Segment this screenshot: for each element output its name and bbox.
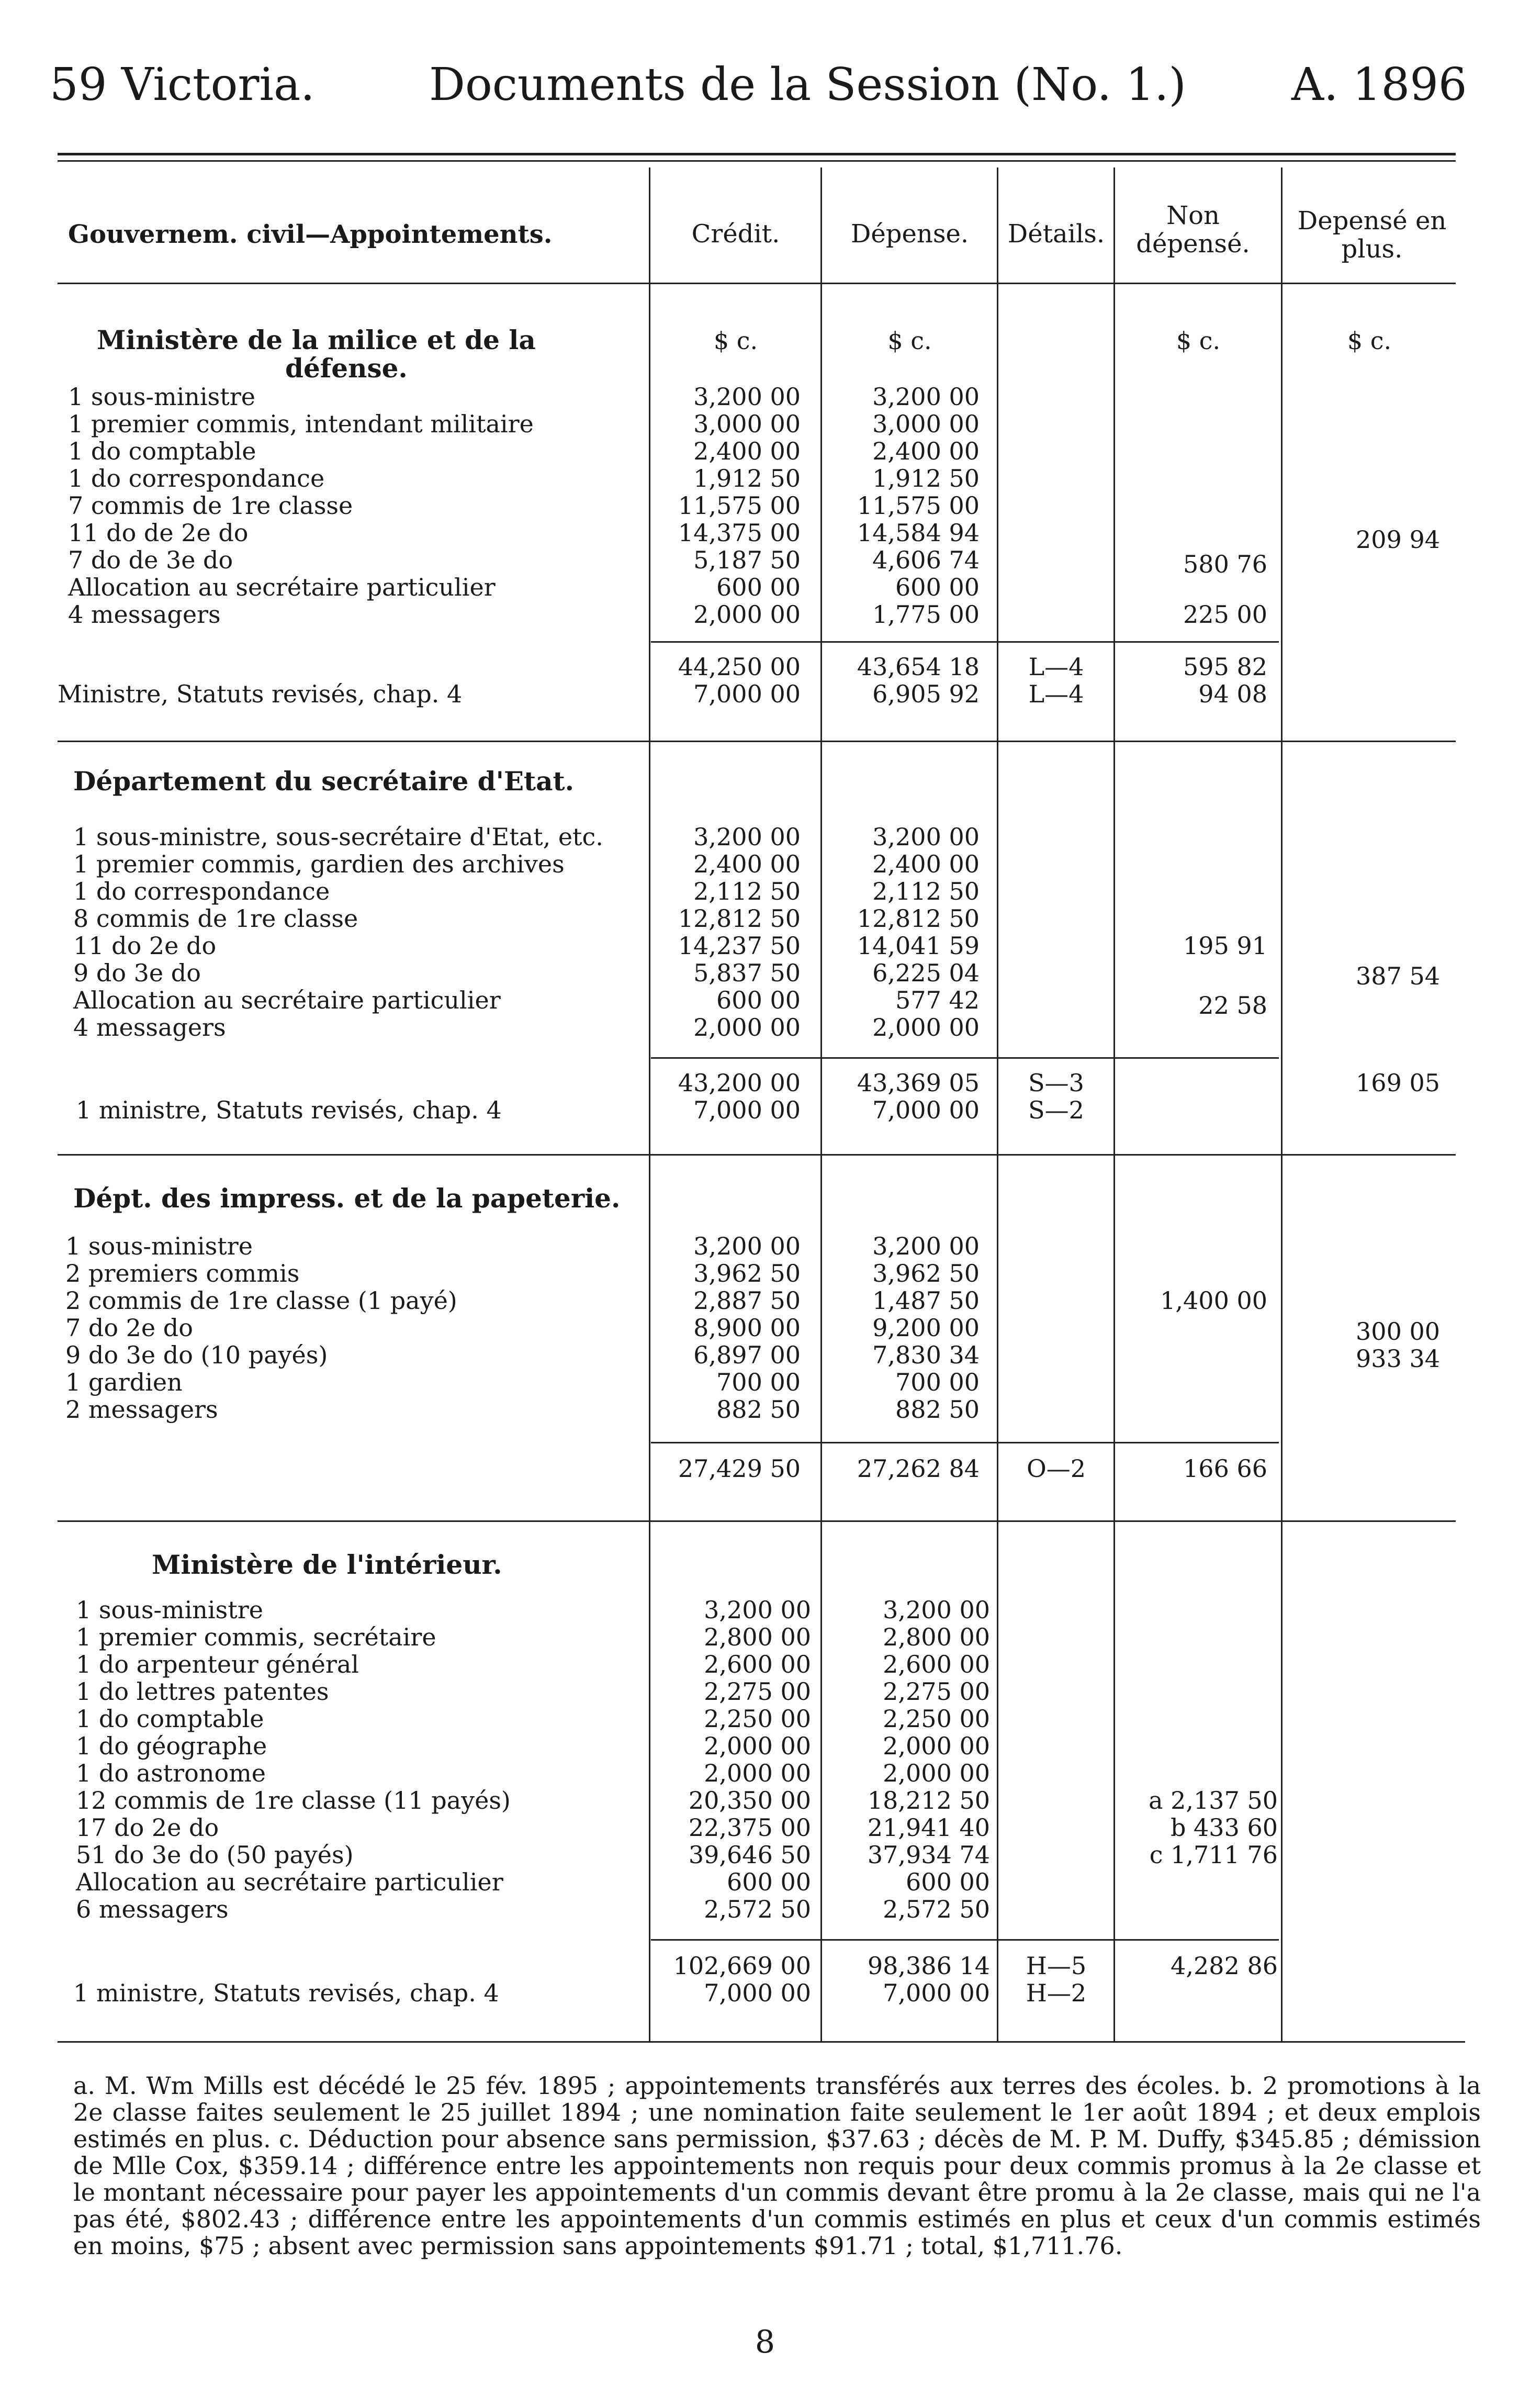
cell-credit: 600 00 <box>716 986 801 1014</box>
cell-depense: 2,275 00 <box>883 1677 990 1706</box>
row-label: 1 premier commis, secrétaire <box>76 1623 436 1651</box>
cell-depense-en-plus: 300 00 <box>1356 1317 1440 1346</box>
header-left: 59 Victoria. <box>50 59 315 111</box>
header-rule-bottom <box>58 160 1456 162</box>
minister-details: L—4 <box>1028 680 1084 708</box>
row-label: 1 premier commis, intendant militaire <box>68 410 534 438</box>
cell-non-depense: 22 58 <box>1198 991 1267 1020</box>
cell-depense: 2,600 00 <box>883 1650 990 1678</box>
row-label: 1 do correspondance <box>68 464 325 492</box>
cell-depense: 600 00 <box>895 573 980 601</box>
minister-details: H—2 <box>1026 1979 1087 2007</box>
row-label: 1 do correspondance <box>73 877 330 905</box>
row-label: 1 sous-ministre <box>65 1232 253 1260</box>
column-rule <box>649 167 650 2041</box>
table-bottom-rule <box>58 2041 1465 2043</box>
cell-credit: 882 50 <box>716 1395 801 1424</box>
cell-credit: 14,237 50 <box>678 932 801 960</box>
cell-credit: 1,912 50 <box>693 464 801 492</box>
cell-depense: 12,812 50 <box>857 904 980 933</box>
section-title: Département du secrétaire d'Etat. <box>73 766 575 797</box>
row-label: 4 messagers <box>68 600 221 629</box>
cell-depense: 577 42 <box>895 986 980 1014</box>
row-label: 11 do de 2e do <box>68 519 249 547</box>
cell-depense: 2,400 00 <box>872 437 980 465</box>
cell-depense: 2,000 00 <box>872 1013 980 1041</box>
cell-depense: 14,584 94 <box>857 519 980 547</box>
row-label: 11 do 2e do <box>73 932 217 960</box>
row-label: 9 do 3e do (10 payés) <box>65 1341 328 1369</box>
cell-credit: 2,000 00 <box>704 1759 811 1787</box>
total-depense: 27,262 84 <box>857 1454 980 1483</box>
cell-credit: 2,887 50 <box>693 1286 801 1315</box>
row-label: 6 messagers <box>76 1895 229 1923</box>
cell-depense: 3,200 00 <box>872 823 980 851</box>
row-label: 8 commis de 1re classe <box>73 904 358 933</box>
cell-credit: 2,800 00 <box>704 1623 811 1651</box>
page-number: 8 <box>755 2324 775 2360</box>
column-header-depense: Dépense. <box>850 219 969 249</box>
minister-depense: 7,000 00 <box>883 1979 990 2007</box>
row-label: 1 do géographe <box>76 1732 267 1760</box>
cell-non-depense: 580 76 <box>1183 550 1267 578</box>
cell-depense: 1,487 50 <box>872 1286 980 1315</box>
total-depense: 43,654 18 <box>857 653 980 681</box>
total-details: L—4 <box>1028 653 1084 681</box>
row-label: 17 do 2e do <box>76 1813 219 1842</box>
row-label: 4 messagers <box>73 1013 226 1041</box>
column-rule <box>1281 167 1282 2041</box>
cell-depense: 7,830 34 <box>872 1341 980 1369</box>
total-details: H—5 <box>1026 1952 1087 1980</box>
cell-credit: 3,200 00 <box>693 1232 801 1260</box>
cell-credit: 3,200 00 <box>693 383 801 411</box>
cell-non-depense: 195 91 <box>1183 932 1267 960</box>
row-label: 7 do 2e do <box>65 1314 193 1342</box>
total-credit: 27,429 50 <box>678 1454 801 1483</box>
cell-depense-en-plus: 387 54 <box>1356 962 1440 990</box>
cell-depense: 600 00 <box>906 1868 990 1896</box>
total-credit: 44,250 00 <box>678 653 801 681</box>
cell-depense: 3,200 00 <box>872 1232 980 1260</box>
cell-credit: 5,837 50 <box>693 959 801 987</box>
minister-credit: 7,000 00 <box>693 680 801 708</box>
cell-depense: 11,575 00 <box>857 491 980 520</box>
cell-credit: 2,112 50 <box>693 877 801 905</box>
cell-depense: 2,250 00 <box>883 1705 990 1733</box>
cell-credit: 22,375 00 <box>688 1813 811 1842</box>
cell-depense: 700 00 <box>895 1368 980 1396</box>
cell-depense: 882 50 <box>895 1395 980 1424</box>
column-header-details: Détails. <box>1007 219 1105 249</box>
minister-non-depense: 94 08 <box>1198 680 1267 708</box>
section-title: Dépt. des impress. et de la papeterie. <box>73 1183 621 1214</box>
cell-credit: 600 00 <box>716 573 801 601</box>
cell-credit: 8,900 00 <box>693 1314 801 1342</box>
unit-depense-en-plus: $ c. <box>1347 327 1392 355</box>
cell-depense: 21,941 40 <box>867 1813 990 1842</box>
cell-depense: 2,000 00 <box>883 1759 990 1787</box>
row-label: 7 do de 3e do <box>68 546 233 574</box>
row-label: 51 do 3e do (50 payés) <box>76 1841 354 1869</box>
cell-depense: 3,200 00 <box>883 1596 990 1624</box>
cell-depense: 1,775 00 <box>872 600 980 629</box>
row-label: 7 commis de 1re classe <box>68 491 353 520</box>
cell-credit: 700 00 <box>716 1368 801 1396</box>
section-rule <box>58 741 1456 742</box>
unit-non-depense: $ c. <box>1176 327 1221 355</box>
section-title-line1: Ministère de la milice et de la <box>97 324 536 355</box>
cell-non-depense: 1,400 00 <box>1160 1286 1267 1315</box>
column-rule <box>1113 167 1115 2041</box>
cell-credit: 3,200 00 <box>693 823 801 851</box>
row-label: 2 commis de 1re classe (1 payé) <box>65 1286 457 1315</box>
cell-credit: 2,250 00 <box>704 1705 811 1733</box>
cell-depense: 3,000 00 <box>872 410 980 438</box>
cell-non-depense: a 2,137 50 <box>1149 1786 1278 1815</box>
minister-credit: 7,000 00 <box>704 1979 811 2007</box>
cell-depense-en-plus: 933 34 <box>1356 1345 1440 1373</box>
total-credit: 102,669 00 <box>673 1952 811 1980</box>
total-details: S—3 <box>1028 1069 1084 1097</box>
column-header-rule <box>58 283 1456 284</box>
total-non-depense: 595 82 <box>1183 653 1267 681</box>
column-header-credit: Crédit. <box>691 219 780 249</box>
cell-depense: 2,112 50 <box>872 877 980 905</box>
minister-credit: 7,000 00 <box>693 1096 801 1124</box>
column-header-depense-en-plus: Depensé en plus. <box>1297 206 1447 264</box>
cell-credit: 20,350 00 <box>688 1786 811 1815</box>
cell-depense: 18,212 50 <box>867 1786 990 1815</box>
cell-depense: 2,572 50 <box>883 1895 990 1923</box>
cell-credit: 2,000 00 <box>704 1732 811 1760</box>
column-header-non-depense: Non dépensé. <box>1136 201 1250 259</box>
minister-label: Ministre, Statuts revisés, chap. 4 <box>58 680 463 708</box>
cell-depense: 4,606 74 <box>872 546 980 574</box>
cell-credit: 2,000 00 <box>693 1013 801 1041</box>
row-label: 1 gardien <box>65 1368 183 1396</box>
cell-depense: 1,912 50 <box>872 464 980 492</box>
cell-credit: 2,400 00 <box>693 850 801 878</box>
table-title: Gouvernem. civil—Appointements. <box>68 220 553 249</box>
header-center: Documents de la Session (No. 1.) <box>429 59 1186 111</box>
total-non-depense: 166 66 <box>1183 1454 1267 1483</box>
total-credit: 43,200 00 <box>678 1069 801 1097</box>
cell-credit: 2,275 00 <box>704 1677 811 1706</box>
cell-depense: 3,200 00 <box>872 383 980 411</box>
minister-depense: 7,000 00 <box>872 1096 980 1124</box>
row-label: Allocation au secrétaire particulier <box>73 986 501 1014</box>
cell-credit: 5,187 50 <box>693 546 801 574</box>
cell-credit: 2,600 00 <box>704 1650 811 1678</box>
row-label: 1 sous-ministre <box>76 1596 263 1624</box>
footnote: a. M. Wm Mills est décédé le 25 fév. 1895 ; appointements transférés aux terres des écoles. b. 2 promotions à la 2e classe faites seulement le 25 juillet 1894 ; une nomination faite seulement le 1er août 1894 ; et deux emplois estimés en plus. c. Déduction pour absence sans permission, $37.63 ; décès de M. P. M. Duffy, $345.85 ; démission de Mlle Cox, $359.14 ; différence entre les appointements non requis pour deux commis promus à la 2e classe et le montant nécessaire pour payer les appointements d'un commis devant être promu à la 2e classe, mais qui ne l'a pas été, $802.43 ; différence entre les appointements d'un commis estimés en plus et ceux d'un commis estimés en moins, $75 ; absent avec permission sans appointements $91.71 ; total, $1,711.76. <box>73 2071 1481 2260</box>
cell-credit: 39,646 50 <box>688 1841 811 1869</box>
cell-depense: 14,041 59 <box>857 932 980 960</box>
section-title-line2: défense. <box>285 353 408 384</box>
cell-credit: 2,572 50 <box>704 1895 811 1923</box>
row-label: 2 premiers commis <box>65 1259 300 1287</box>
cell-credit: 2,400 00 <box>693 437 801 465</box>
total-non-depense: 4,282 86 <box>1171 1952 1278 1980</box>
unit-credit: $ c. <box>713 327 758 355</box>
row-label: 2 messagers <box>65 1395 218 1424</box>
header-rule-top <box>58 153 1456 155</box>
row-label: 1 do comptable <box>76 1705 264 1733</box>
cell-depense: 2,000 00 <box>883 1732 990 1760</box>
cell-credit: 3,962 50 <box>693 1259 801 1287</box>
row-label: Allocation au secrétaire particulier <box>68 573 496 601</box>
cell-credit: 11,575 00 <box>678 491 801 520</box>
row-label: Allocation au secrétaire particulier <box>76 1868 503 1896</box>
cell-credit: 12,812 50 <box>678 904 801 933</box>
cell-depense: 9,200 00 <box>872 1314 980 1342</box>
row-label: 1 do lettres patentes <box>76 1677 329 1706</box>
section-rule <box>58 1520 1456 1522</box>
cell-credit: 600 00 <box>727 1868 811 1896</box>
cell-depense-en-plus: 209 94 <box>1356 525 1440 554</box>
row-label: 1 sous-ministre <box>68 383 255 411</box>
row-label: 1 do astronome <box>76 1759 266 1787</box>
row-label: 1 premier commis, gardien des archives <box>73 850 565 878</box>
subtotal-rule <box>651 1442 1279 1443</box>
column-rule <box>997 167 998 2041</box>
row-label: 12 commis de 1re classe (11 payés) <box>76 1786 511 1815</box>
subtotal-rule <box>651 1939 1279 1941</box>
cell-credit: 2,000 00 <box>693 600 801 629</box>
section-rule <box>58 1154 1456 1156</box>
minister-label: 1 ministre, Statuts revisés, chap. 4 <box>73 1979 499 2007</box>
minister-label: 1 ministre, Statuts revisés, chap. 4 <box>76 1096 502 1124</box>
row-label: 9 do 3e do <box>73 959 201 987</box>
cell-credit: 6,897 00 <box>693 1341 801 1369</box>
subtotal-rule <box>651 641 1279 643</box>
total-depense: 98,386 14 <box>867 1952 990 1980</box>
cell-depense: 37,934 74 <box>867 1841 990 1869</box>
cell-credit: 3,000 00 <box>693 410 801 438</box>
row-label: 1 sous-ministre, sous-secrétaire d'Etat, etc. <box>73 823 603 851</box>
cell-credit: 3,200 00 <box>704 1596 811 1624</box>
unit-depense: $ c. <box>887 327 932 355</box>
cell-depense: 2,400 00 <box>872 850 980 878</box>
total-depense-en-plus: 169 05 <box>1356 1069 1440 1097</box>
cell-depense: 6,225 04 <box>872 959 980 987</box>
minister-details: S—2 <box>1028 1096 1084 1124</box>
row-label: 1 do arpenteur général <box>76 1650 359 1678</box>
cell-non-depense: c 1,711 76 <box>1149 1841 1278 1869</box>
section-title: Ministère de l'intérieur. <box>152 1549 502 1580</box>
total-details: O—2 <box>1027 1454 1086 1483</box>
column-rule <box>820 167 822 2041</box>
header-right: A. 1896 <box>1291 59 1467 111</box>
subtotal-rule <box>651 1057 1279 1059</box>
cell-credit: 14,375 00 <box>678 519 801 547</box>
cell-depense: 2,800 00 <box>883 1623 990 1651</box>
row-label: 1 do comptable <box>68 437 256 465</box>
cell-depense: 3,962 50 <box>872 1259 980 1287</box>
cell-non-depense: 225 00 <box>1183 600 1267 629</box>
minister-depense: 6,905 92 <box>872 680 980 708</box>
total-depense: 43,369 05 <box>857 1069 980 1097</box>
cell-non-depense: b 433 60 <box>1170 1813 1278 1842</box>
